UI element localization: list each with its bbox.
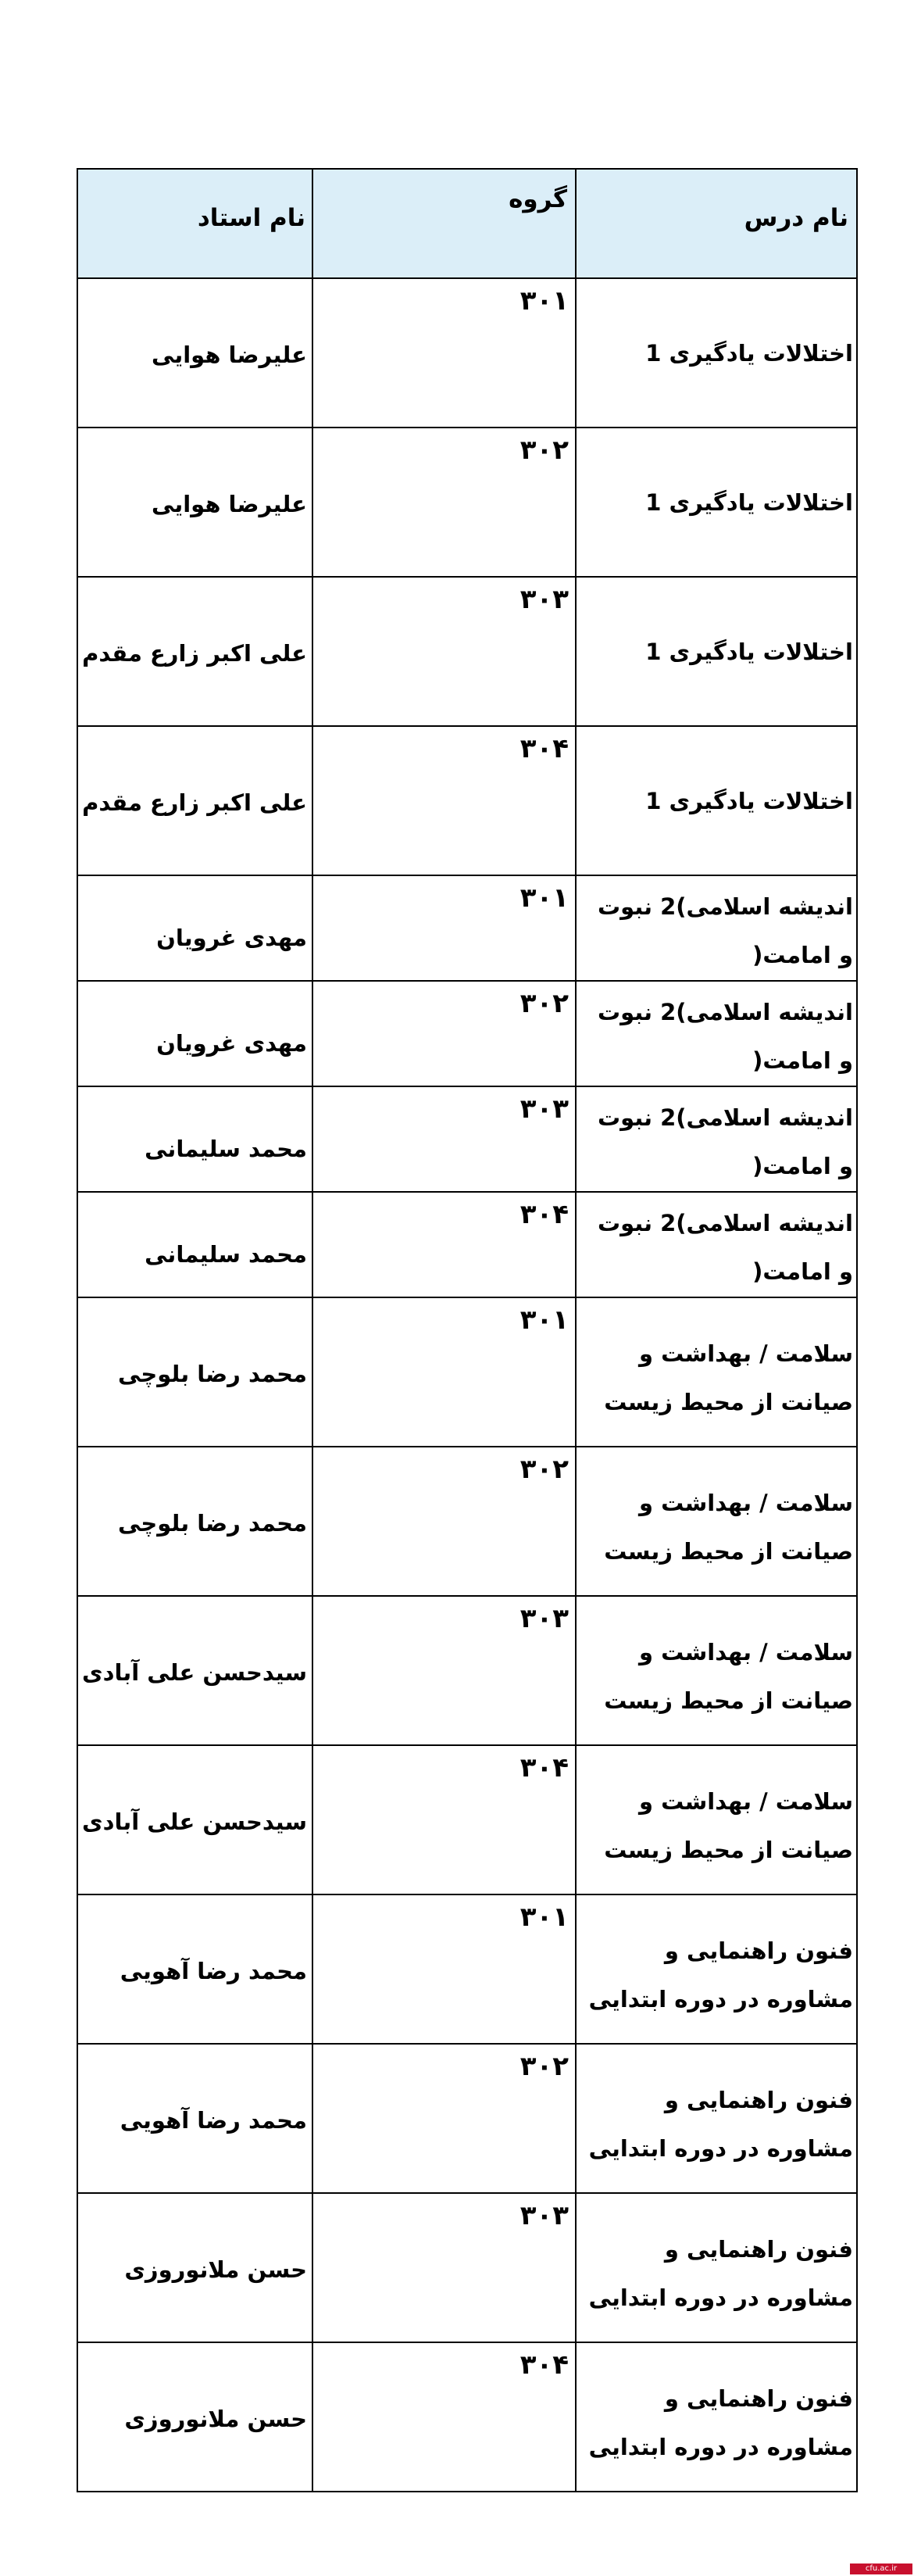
header-professor: نام استاد <box>77 169 312 278</box>
table-row <box>77 2044 857 2193</box>
professor-cell <box>77 875 312 981</box>
course-cell <box>576 1086 857 1192</box>
group-number: ۳۰۱ <box>519 285 569 317</box>
course-name: فنون راهنمایی و مشاوره در دوره ابتدایی <box>588 1937 853 2012</box>
course-name: اندیشه اسلامی)2 نبوت و امامت( <box>597 1104 853 1179</box>
course-cell <box>576 1894 857 2044</box>
table-row <box>77 1297 857 1447</box>
professor-name: محمد رضا آهویی <box>120 1958 307 1984</box>
group-number: ۳۰۲ <box>519 988 569 1019</box>
professor-name: سیدحسن علی آبادی <box>82 1659 307 1686</box>
course-cell <box>576 726 857 875</box>
professor-cell <box>77 1894 312 2044</box>
course-name: فنون راهنمایی و مشاوره در دوره ابتدایی <box>588 2385 853 2460</box>
group-cell <box>312 2193 576 2342</box>
professor-cell <box>77 577 312 726</box>
professor-cell <box>77 428 312 577</box>
course-name: سلامت / بهداشت و صیانت از محیط زیست <box>604 1639 853 1714</box>
group-number: ۳۰۴ <box>519 1199 569 1230</box>
group-cell <box>312 278 576 428</box>
professor-cell <box>77 2342 312 2492</box>
table-row <box>77 577 857 726</box>
table-row <box>77 726 857 875</box>
course-cell <box>576 2193 857 2342</box>
course-cell <box>576 428 857 577</box>
course-name: اختلالات یادگیری 1 <box>645 639 853 665</box>
professor-cell <box>77 1447 312 1596</box>
course-cell <box>576 1192 857 1297</box>
course-cell <box>576 278 857 428</box>
course-cell <box>576 2044 857 2193</box>
group-number: ۳۰۱ <box>519 1902 569 1933</box>
professor-name: مهدی غرویان <box>156 1030 307 1057</box>
group-number: ۳۰۳ <box>519 1603 569 1634</box>
group-cell <box>312 2044 576 2193</box>
group-cell <box>312 981 576 1086</box>
group-number: ۳۰۲ <box>519 2051 569 2082</box>
professor-name: محمد سلیمانی <box>145 1136 307 1162</box>
group-number: ۳۰۳ <box>519 2200 569 2231</box>
site-watermark: cfu.ac.ir <box>850 2563 912 2574</box>
course-cell <box>576 981 857 1086</box>
professor-name: حسن ملانوروزی <box>124 2406 307 2432</box>
professor-name: محمد رضا بلوچی <box>118 1361 307 1387</box>
group-number: ۳۰۲ <box>519 1454 569 1485</box>
professor-cell <box>77 981 312 1086</box>
course-name: اختلالات یادگیری 1 <box>645 489 853 516</box>
professor-cell <box>77 1192 312 1297</box>
professor-name: سیدحسن علی آبادی <box>82 1809 307 1835</box>
header-group: گروه <box>312 169 576 278</box>
professor-name: علیرضا هوایی <box>152 491 307 517</box>
group-number: ۳۰۳ <box>519 584 569 615</box>
professor-cell <box>77 278 312 428</box>
table-row <box>77 1596 857 1745</box>
table-row <box>77 278 857 428</box>
table-row <box>77 2342 857 2492</box>
course-cell <box>576 1297 857 1447</box>
professor-cell <box>77 1297 312 1447</box>
professor-name: علی اکبر زارع مقدم <box>82 640 307 667</box>
table-row <box>77 428 857 577</box>
course-cell <box>576 1447 857 1596</box>
professor-name: مهدی غرویان <box>156 925 307 951</box>
table-row <box>77 1086 857 1192</box>
group-cell <box>312 428 576 577</box>
group-number: ۳۰۱ <box>519 1304 569 1336</box>
professor-cell <box>77 1596 312 1745</box>
group-number: ۳۰۴ <box>519 2349 569 2381</box>
professor-name: محمد رضا آهویی <box>120 2107 307 2134</box>
course-name: اندیشه اسلامی)2 نبوت و امامت( <box>597 1210 853 1285</box>
professor-cell <box>77 2044 312 2193</box>
group-cell <box>312 1192 576 1297</box>
group-cell <box>312 726 576 875</box>
course-name: اختلالات یادگیری 1 <box>645 788 853 814</box>
professor-name: علیرضا هوایی <box>152 342 307 368</box>
header-row <box>77 169 857 278</box>
course-cell <box>576 875 857 981</box>
course-cell <box>576 1745 857 1894</box>
professor-name: حسن ملانوروزی <box>124 2256 307 2283</box>
course-name: اندیشه اسلامی)2 نبوت و امامت( <box>597 893 853 968</box>
course-cell <box>576 2342 857 2492</box>
course-name: فنون راهنمایی و مشاوره در دوره ابتدایی <box>588 2087 853 2162</box>
course-name: اختلالات یادگیری 1 <box>645 340 853 367</box>
course-name: فنون راهنمایی و مشاوره در دوره ابتدایی <box>588 2236 853 2311</box>
professor-cell <box>77 726 312 875</box>
group-number: ۳۰۲ <box>519 435 569 466</box>
professor-cell <box>77 1086 312 1192</box>
group-cell <box>312 1745 576 1894</box>
group-number: ۳۰۴ <box>519 1752 569 1784</box>
group-number: ۳۰۳ <box>519 1093 569 1125</box>
course-name: سلامت / بهداشت و صیانت از محیط زیست <box>604 1490 853 1565</box>
group-number: ۳۰۴ <box>519 733 569 764</box>
header-course: نام درس <box>576 169 857 278</box>
table-row <box>77 2193 857 2342</box>
group-cell <box>312 577 576 726</box>
table-row <box>77 1745 857 1894</box>
course-name: سلامت / بهداشت و صیانت از محیط زیست <box>604 1788 853 1863</box>
table-row <box>77 981 857 1086</box>
group-cell <box>312 2342 576 2492</box>
course-name: سلامت / بهداشت و صیانت از محیط زیست <box>604 1340 853 1415</box>
group-cell <box>312 875 576 981</box>
professor-cell <box>77 2193 312 2342</box>
course-cell <box>576 1596 857 1745</box>
group-cell <box>312 1447 576 1596</box>
course-cell <box>576 577 857 726</box>
group-cell <box>312 1596 576 1745</box>
professor-name: محمد سلیمانی <box>145 1241 307 1268</box>
table-row <box>77 1192 857 1297</box>
table-row <box>77 1894 857 2044</box>
professor-cell <box>77 1745 312 1894</box>
table-row <box>77 875 857 981</box>
group-cell <box>312 1086 576 1192</box>
group-cell <box>312 1894 576 2044</box>
group-number: ۳۰۱ <box>519 882 569 914</box>
table-row <box>77 1447 857 1596</box>
group-cell <box>312 1297 576 1447</box>
professor-name: محمد رضا بلوچی <box>118 1510 307 1537</box>
course-schedule-table <box>77 168 858 2492</box>
professor-name: علی اکبر زارع مقدم <box>82 789 307 816</box>
course-name: اندیشه اسلامی)2 نبوت و امامت( <box>597 999 853 1074</box>
